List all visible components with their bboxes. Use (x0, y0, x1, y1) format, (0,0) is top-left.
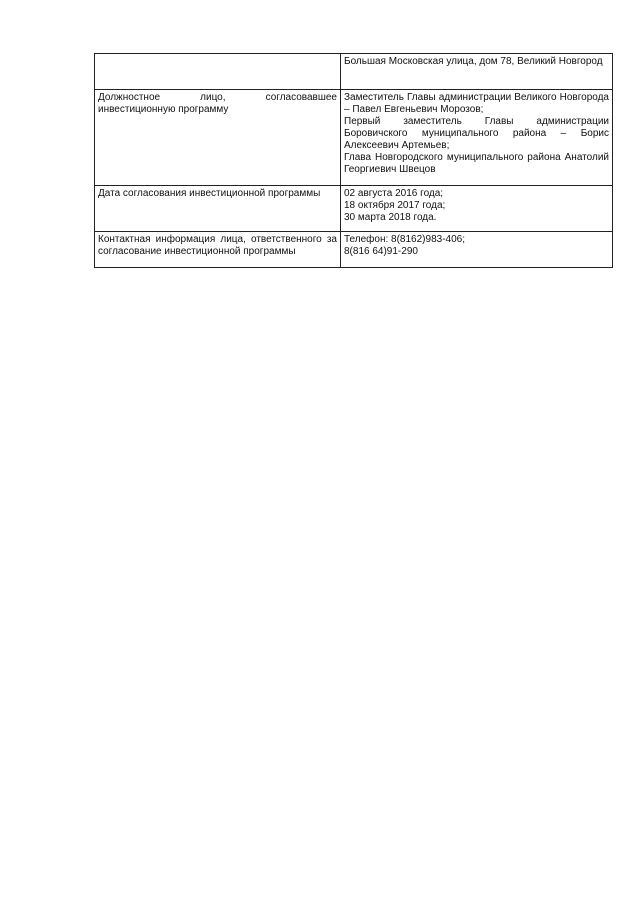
official-label-cell (95, 90, 341, 186)
table-row-contact (95, 232, 613, 268)
official-label: Должностное лицо, согласовавшее инвестиционную программу (98, 92, 337, 115)
table-row-official (95, 90, 613, 186)
info-table (94, 53, 613, 268)
address-value: Большая Московская улица, дом 78, Великий Новгород (344, 56, 603, 67)
table-row-dates (95, 186, 613, 232)
contact-label: Контактная информация лица, ответственного за согласование инвестиционной программы (98, 234, 337, 257)
official-value-2: Первый заместитель Главы администрации Боровичского муниципального района – Борис Алексеевич Артемьев; (344, 116, 609, 151)
date-value-1: 02 августа 2016 года; (344, 188, 444, 199)
table-row-address (95, 54, 613, 90)
official-value-1: Заместитель Главы администрации Великого Новгорода – Павел Евгеньевич Морозов; (344, 92, 609, 115)
address-value-cell (341, 54, 613, 90)
date-value-3: 30 марта 2018 года. (344, 212, 437, 223)
contact-value-cell (341, 232, 613, 268)
contact-value-1: Телефон: 8(8162)983-406; (344, 234, 465, 245)
date-value-2: 18 октября 2017 года; (344, 200, 446, 211)
address-label-cell (95, 54, 341, 90)
dates-label-cell (95, 186, 341, 232)
official-value-cell (341, 90, 613, 186)
official-value-3: Глава Новгородского муниципального района Анатолий Георгиевич Швецов (344, 152, 609, 175)
contact-label-cell (95, 232, 341, 268)
contact-value-2: 8(816 64)91-290 (344, 246, 418, 257)
dates-value-cell (341, 186, 613, 232)
dates-label: Дата согласования инвестиционной программы (98, 188, 321, 199)
